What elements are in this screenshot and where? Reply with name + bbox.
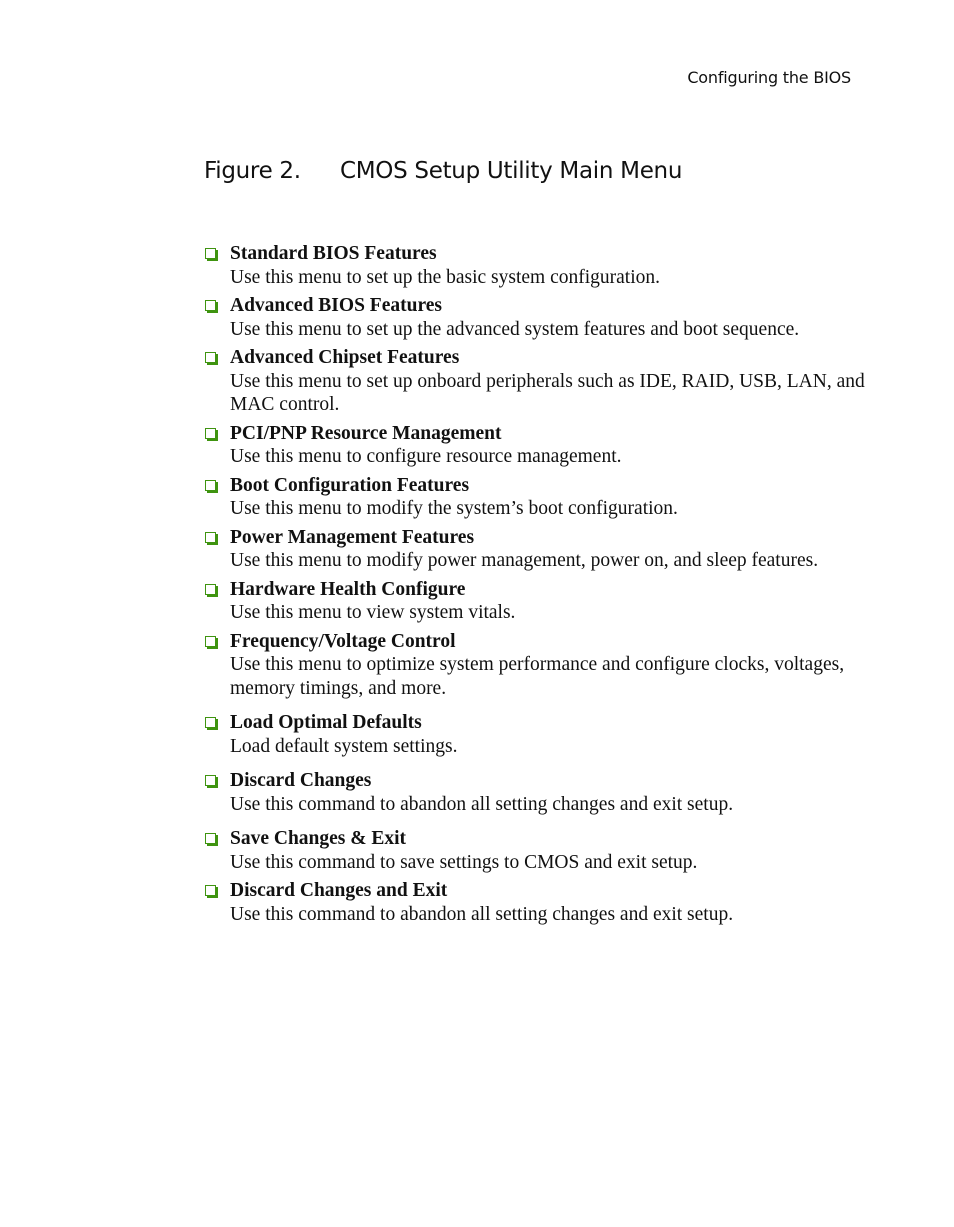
checkbox-icon	[205, 300, 216, 311]
checkbox-icon	[205, 717, 216, 728]
item-title: Save Changes & Exit	[230, 828, 407, 849]
item-description: Use this command to abandon all setting changes and exit setup.	[230, 903, 734, 925]
item-title: PCI/PNP Resource Management	[230, 422, 502, 444]
item-title: Standard BIOS Features	[230, 243, 437, 264]
list-item	[204, 242, 884, 289]
item-description: Use this menu to modify power management, power on, and sleep features.	[230, 550, 819, 571]
figure-label: Figure 2.	[204, 158, 301, 184]
list-item	[204, 578, 884, 625]
figure-title: CMOS Setup Utility Main Menu	[340, 158, 683, 184]
list-item	[204, 879, 884, 926]
item-description: Use this command to abandon all setting changes and exit setup.	[230, 793, 734, 815]
item-description: Use this menu to set up onboard peripherals such as IDE, RAID, USB, LAN, and MAC control.	[230, 370, 865, 415]
list-item	[204, 769, 884, 816]
item-title: Load Optimal Defaults	[230, 712, 422, 733]
item-description: Use this menu to set up the basic system configuration.	[230, 266, 661, 288]
list-item	[204, 827, 884, 874]
figure-caption	[204, 158, 682, 184]
item-description: Load default system settings.	[230, 735, 458, 757]
list-item	[204, 526, 884, 573]
list-item	[204, 711, 884, 758]
checkbox-icon	[205, 584, 216, 595]
checkbox-icon	[205, 428, 216, 439]
checkbox-icon	[205, 885, 216, 896]
item-description: Use this menu to view system vitals.	[230, 602, 516, 623]
list-item	[204, 630, 884, 701]
item-title: Hardware Health Configure	[230, 578, 466, 600]
list-item	[204, 346, 884, 417]
item-description: Use this menu to modify the system’s boot configuration.	[230, 498, 678, 519]
checkbox-icon	[205, 352, 216, 363]
menu-list	[204, 242, 884, 931]
item-title: Discard Changes and Exit	[230, 880, 448, 901]
item-title: Boot Configuration Features	[230, 474, 470, 496]
item-title: Frequency/Voltage Control	[230, 630, 456, 652]
list-item	[204, 294, 884, 341]
list-item	[204, 422, 884, 469]
checkbox-icon	[205, 833, 216, 844]
item-description: Use this command to save settings to CMOS and exit setup.	[230, 851, 698, 873]
checkbox-icon	[205, 636, 216, 647]
item-description: Use this menu to configure resource management.	[230, 446, 622, 467]
list-item	[204, 474, 884, 521]
item-title: Power Management Features	[230, 526, 475, 548]
checkbox-icon	[205, 248, 216, 259]
checkbox-icon	[205, 775, 216, 786]
item-description: Use this menu to set up the advanced system features and boot sequence.	[230, 318, 800, 340]
checkbox-icon	[205, 532, 216, 543]
item-title: Advanced BIOS Features	[230, 295, 442, 316]
item-title: Discard Changes	[230, 770, 372, 791]
item-title: Advanced Chipset Features	[230, 347, 460, 368]
checkbox-icon	[205, 480, 216, 491]
item-description: Use this menu to optimize system performance and configure clocks, voltages, memory timings, and more.	[230, 654, 845, 699]
running-header: Configuring the BIOS	[687, 68, 851, 87]
